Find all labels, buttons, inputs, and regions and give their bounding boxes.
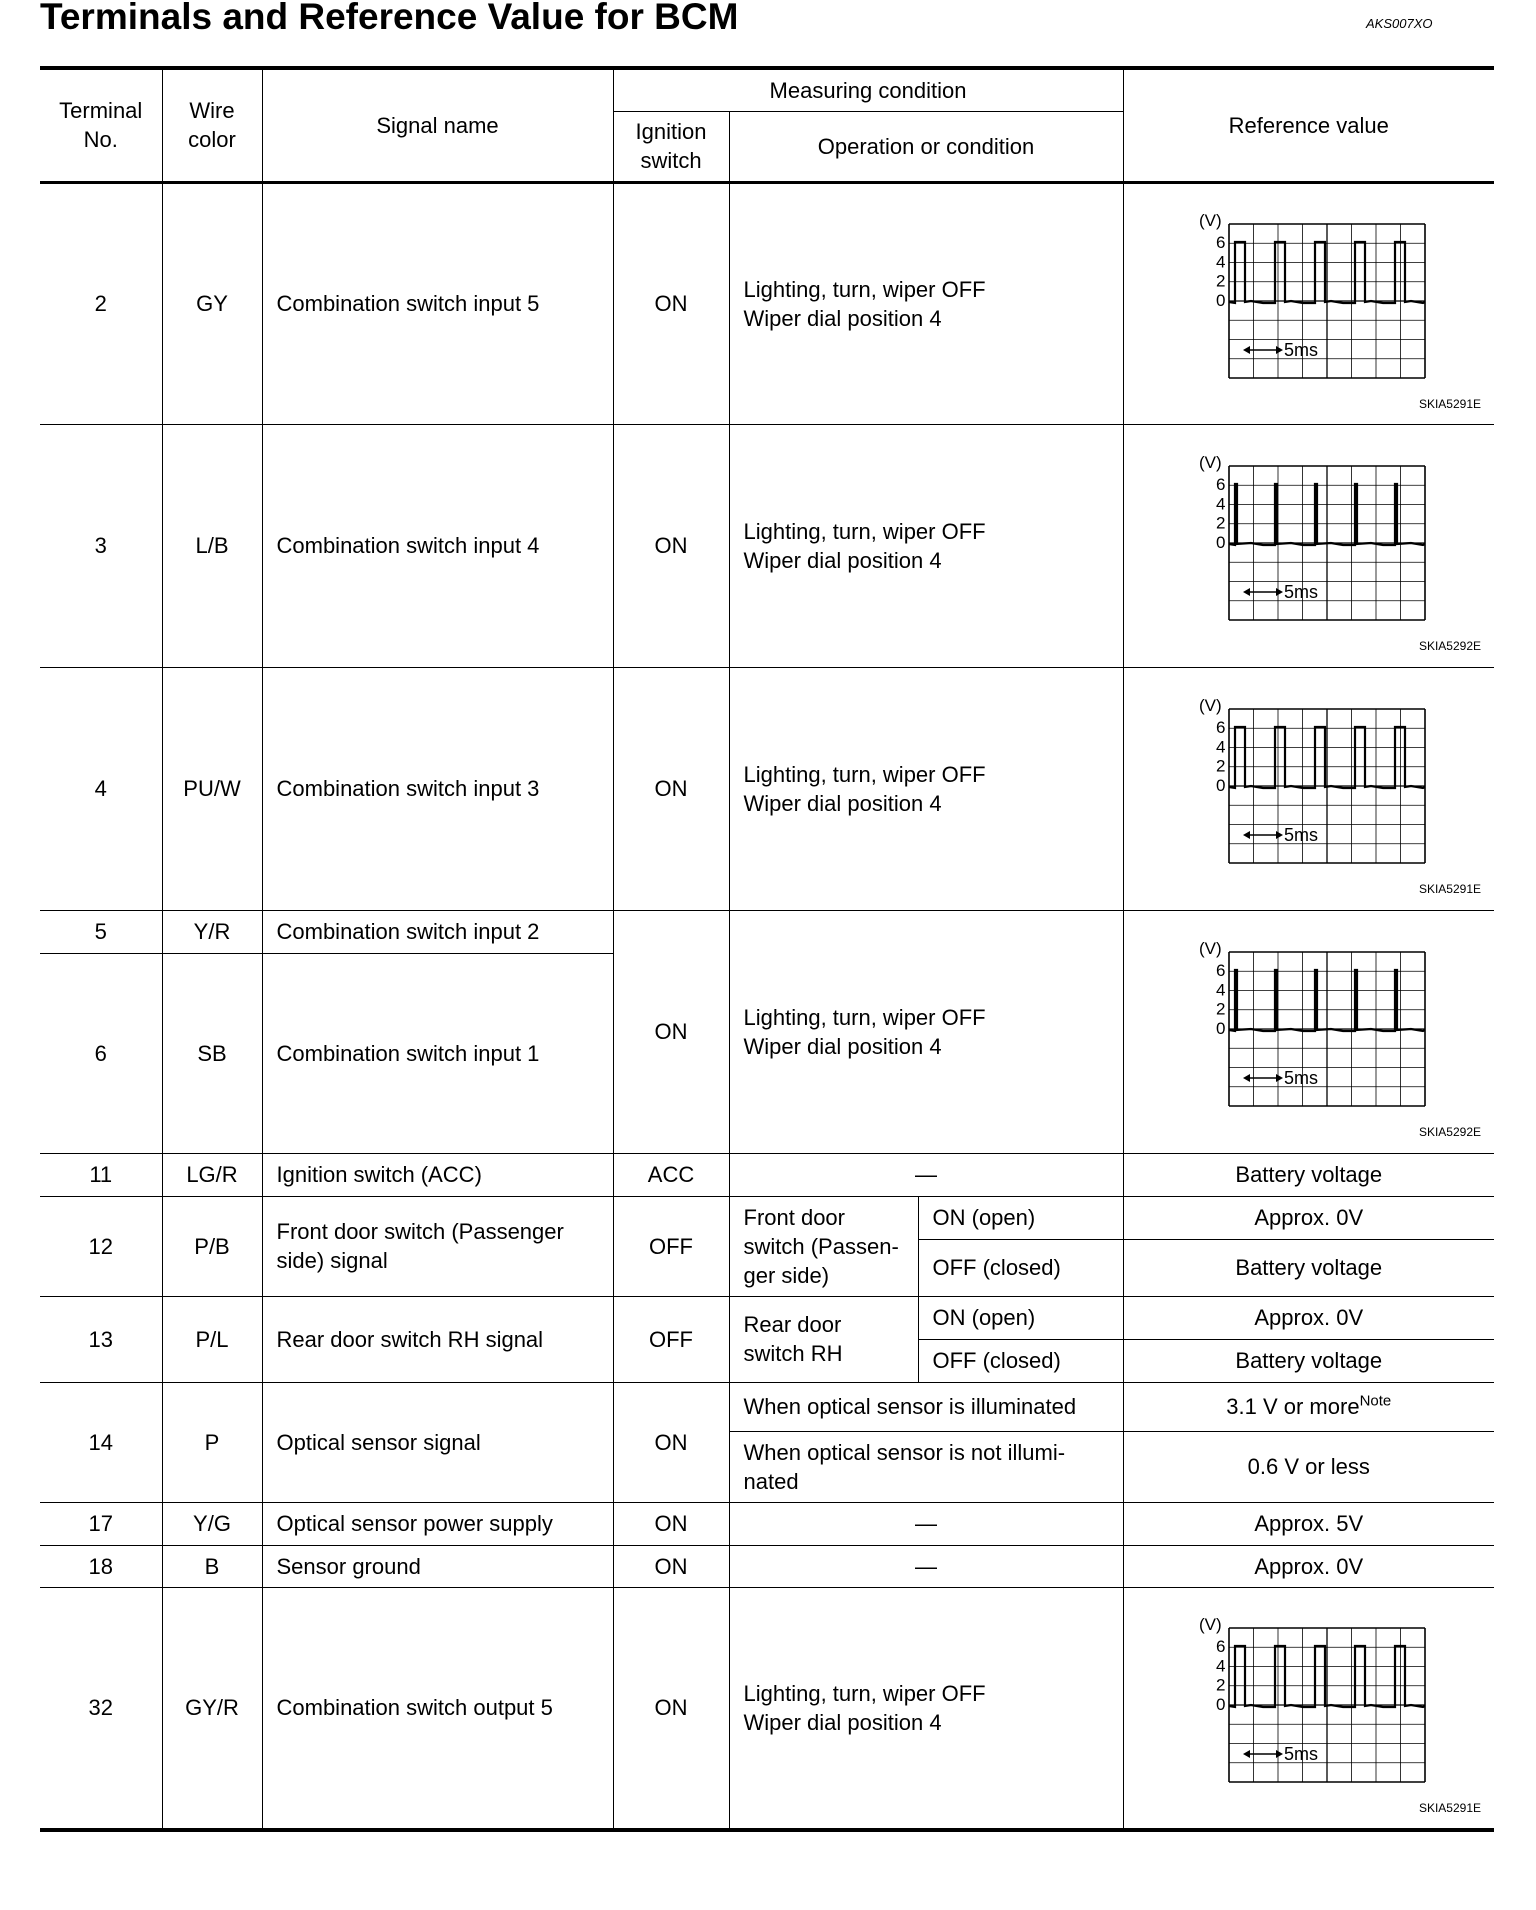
table-row xyxy=(40,1153,1494,1196)
reference-waveform xyxy=(1123,910,1494,1153)
signal-name: Ignition switch (ACC) xyxy=(262,1153,613,1196)
time-div-label: 5ms xyxy=(1283,581,1318,602)
operation-condition xyxy=(729,424,1123,667)
ignition-switch-state: ON xyxy=(613,667,729,910)
wire-color: Y/R xyxy=(162,910,262,953)
reference-value xyxy=(1123,1382,1494,1431)
y-tick-label: 4 xyxy=(1215,979,1226,999)
time-div-label: 5ms xyxy=(1283,824,1318,845)
condition-line: Wiper dial position 4 xyxy=(743,1033,942,1059)
terminal-number: 11 xyxy=(40,1153,162,1196)
terminal-number: 4 xyxy=(40,667,162,910)
unit-label: (V) xyxy=(1198,452,1222,472)
ignition-switch-state: ON xyxy=(613,1502,729,1545)
time-div-arrowhead xyxy=(1243,346,1250,354)
waveform-figure xyxy=(1129,924,1489,1140)
wire-color: P/L xyxy=(162,1296,262,1382)
y-tick-label: 0 xyxy=(1215,290,1226,310)
y-tick-label: 6 xyxy=(1215,474,1226,494)
reference-waveform xyxy=(1123,1587,1494,1830)
table-row xyxy=(40,424,1494,667)
operation-condition xyxy=(729,667,1123,910)
y-tick-label: 2 xyxy=(1215,271,1226,291)
unit-label: (V) xyxy=(1198,938,1222,958)
unit-label: (V) xyxy=(1198,695,1222,715)
reference-value: Battery voltage xyxy=(1123,1239,1494,1296)
table-row xyxy=(40,1545,1494,1587)
condition-line: Lighting, turn, wiper OFF xyxy=(743,276,986,302)
terminal-number: 14 xyxy=(40,1382,162,1502)
figure-id: SKIA5291E xyxy=(1418,881,1481,896)
y-tick-label: 2 xyxy=(1215,999,1226,1019)
operation-condition: When optical sensor is not illumi-nated xyxy=(729,1431,1123,1502)
reference-value: Approx. 0V xyxy=(1123,1296,1494,1339)
header-operation-condition: Operation or condition xyxy=(729,111,1123,182)
reference-waveform xyxy=(1123,424,1494,667)
figure-id: SKIA5292E xyxy=(1418,638,1481,653)
signal-name: Combination switch input 1 xyxy=(262,953,613,1153)
unit-label: (V) xyxy=(1198,210,1222,230)
wire-color: Y/G xyxy=(162,1502,262,1545)
y-tick-label: 6 xyxy=(1215,960,1226,980)
reference-value-text: 3.1 V or more xyxy=(1226,1394,1360,1419)
condition-line: Wiper dial position 4 xyxy=(743,305,942,331)
waveform-figure xyxy=(1129,438,1489,654)
ignition-switch-state: OFF xyxy=(613,1196,729,1296)
figure-id: SKIA5291E xyxy=(1418,1800,1481,1815)
switch-state: OFF (closed) xyxy=(918,1239,1123,1296)
operation-condition: — xyxy=(729,1153,1123,1196)
ignition-switch-state: ACC xyxy=(613,1153,729,1196)
table-row xyxy=(40,1382,1494,1431)
time-div-arrowhead xyxy=(1276,1750,1283,1758)
figure-id: SKIA5291E xyxy=(1418,396,1481,411)
signal-name: Combination switch input 3 xyxy=(262,667,613,910)
y-tick-label: 2 xyxy=(1215,756,1226,776)
y-tick-label: 4 xyxy=(1215,1656,1226,1676)
wire-color: GY xyxy=(162,182,262,424)
time-div-arrowhead xyxy=(1276,346,1283,354)
terminal-number: 18 xyxy=(40,1545,162,1587)
y-tick-label: 4 xyxy=(1215,493,1226,513)
wire-color: PU/W xyxy=(162,667,262,910)
condition-line: Wiper dial position 4 xyxy=(743,790,942,816)
y-tick-label: 6 xyxy=(1215,232,1226,252)
condition-line: Lighting, turn, wiper OFF xyxy=(743,1004,986,1030)
signal-name: Combination switch input 2 xyxy=(262,910,613,953)
ignition-switch-state: ON xyxy=(613,1587,729,1830)
reference-waveform xyxy=(1123,182,1494,424)
table-row xyxy=(40,1502,1494,1545)
note-marker: Note xyxy=(1359,1392,1392,1410)
wire-color: LG/R xyxy=(162,1153,262,1196)
unit-label: (V) xyxy=(1198,1614,1222,1634)
switch-state: ON (open) xyxy=(918,1296,1123,1339)
operation-condition: Rear door switch RH xyxy=(729,1296,918,1382)
time-div-arrowhead xyxy=(1243,588,1250,596)
condition-line: Lighting, turn, wiper OFF xyxy=(743,518,986,544)
operation-condition xyxy=(729,182,1123,424)
table-row xyxy=(40,1587,1494,1830)
wire-color: SB xyxy=(162,953,262,1153)
document-code: AKS007XO xyxy=(1366,16,1433,31)
condition-line: Lighting, turn, wiper OFF xyxy=(743,761,986,787)
terminal-number: 6 xyxy=(40,953,162,1153)
wire-color: P xyxy=(162,1382,262,1502)
time-div-arrowhead xyxy=(1276,831,1283,839)
wire-color: B xyxy=(162,1545,262,1587)
signal-name: Rear door switch RH signal xyxy=(262,1296,613,1382)
time-div-arrowhead xyxy=(1243,831,1250,839)
terminal-number: 12 xyxy=(40,1196,162,1296)
table-row xyxy=(40,182,1494,424)
time-div-arrowhead xyxy=(1276,588,1283,596)
reference-value: Approx. 0V xyxy=(1123,1545,1494,1587)
signal-name: Combination switch output 5 xyxy=(262,1587,613,1830)
ignition-switch-state: ON xyxy=(613,1382,729,1502)
header-measuring-condition: Measuring condition xyxy=(613,68,1123,111)
time-div-label: 5ms xyxy=(1283,1067,1318,1088)
terminal-number: 13 xyxy=(40,1296,162,1382)
reference-waveform xyxy=(1123,667,1494,910)
wire-color: P/B xyxy=(162,1196,262,1296)
y-tick-label: 0 xyxy=(1215,1694,1226,1714)
signal-name: Optical sensor signal xyxy=(262,1382,613,1502)
waveform-figure xyxy=(1129,196,1489,412)
terminal-number: 17 xyxy=(40,1502,162,1545)
switch-state: OFF (closed) xyxy=(918,1339,1123,1382)
header-terminal-no: Terminal No. xyxy=(40,68,162,182)
terminal-number: 2 xyxy=(40,182,162,424)
condition-line: Wiper dial position 4 xyxy=(743,547,942,573)
ignition-switch-state: ON xyxy=(613,182,729,424)
reference-value: Battery voltage xyxy=(1123,1153,1494,1196)
operation-condition: Front door switch (Passen-ger side) xyxy=(729,1196,918,1296)
wire-color: L/B xyxy=(162,424,262,667)
time-div-arrowhead xyxy=(1276,1074,1283,1082)
terminal-number: 5 xyxy=(40,910,162,953)
table-row xyxy=(40,1196,1494,1239)
page-title: Terminals and Reference Value for BCM xyxy=(40,0,739,37)
signal-name: Combination switch input 5 xyxy=(262,182,613,424)
ignition-switch-state: OFF xyxy=(613,1296,729,1382)
reference-value: 0.6 V or less xyxy=(1123,1431,1494,1502)
operation-condition: When optical sensor is illuminated xyxy=(729,1382,1123,1431)
operation-condition: — xyxy=(729,1502,1123,1545)
table-row xyxy=(40,910,1494,953)
y-tick-label: 4 xyxy=(1215,251,1226,271)
ignition-switch-state: ON xyxy=(613,910,729,1153)
header-reference-value: Reference value xyxy=(1123,68,1494,182)
figure-id: SKIA5292E xyxy=(1418,1124,1481,1139)
time-div-arrowhead xyxy=(1243,1750,1250,1758)
bcm-terminal-table xyxy=(40,66,1494,1832)
table-row xyxy=(40,1296,1494,1339)
operation-condition: — xyxy=(729,1545,1123,1587)
signal-name: Optical sensor power supply xyxy=(262,1502,613,1545)
y-tick-label: 4 xyxy=(1215,736,1226,756)
reference-value: Battery voltage xyxy=(1123,1339,1494,1382)
y-tick-label: 0 xyxy=(1215,1018,1226,1038)
header-ignition-switch: Ignition switch xyxy=(613,111,729,182)
ignition-switch-state: ON xyxy=(613,424,729,667)
condition-line: Lighting, turn, wiper OFF xyxy=(743,1680,986,1706)
y-tick-label: 2 xyxy=(1215,1675,1226,1695)
y-tick-label: 6 xyxy=(1215,717,1226,737)
y-tick-label: 2 xyxy=(1215,513,1226,533)
switch-state: ON (open) xyxy=(918,1196,1123,1239)
table-row xyxy=(40,667,1494,910)
condition-line: Wiper dial position 4 xyxy=(743,1709,942,1735)
signal-name: Combination switch input 4 xyxy=(262,424,613,667)
time-div-arrowhead xyxy=(1243,1074,1250,1082)
y-tick-label: 0 xyxy=(1215,532,1226,552)
signal-name: Front door switch (Passenger side) signal xyxy=(262,1196,613,1296)
waveform-figure xyxy=(1129,681,1489,897)
signal-name: Sensor ground xyxy=(262,1545,613,1587)
header-signal-name: Signal name xyxy=(262,68,613,182)
operation-condition xyxy=(729,1587,1123,1830)
time-div-label: 5ms xyxy=(1283,1743,1318,1764)
wire-color: GY/R xyxy=(162,1587,262,1830)
reference-value: Approx. 5V xyxy=(1123,1502,1494,1545)
terminal-number: 32 xyxy=(40,1587,162,1830)
y-tick-label: 0 xyxy=(1215,775,1226,795)
y-tick-label: 6 xyxy=(1215,1636,1226,1656)
operation-condition xyxy=(729,910,1123,1153)
terminal-number: 3 xyxy=(40,424,162,667)
waveform-figure xyxy=(1129,1600,1489,1816)
reference-value: Approx. 0V xyxy=(1123,1196,1494,1239)
time-div-label: 5ms xyxy=(1283,339,1318,360)
header-wire-color: Wire color xyxy=(162,68,262,182)
ignition-switch-state: ON xyxy=(613,1545,729,1587)
